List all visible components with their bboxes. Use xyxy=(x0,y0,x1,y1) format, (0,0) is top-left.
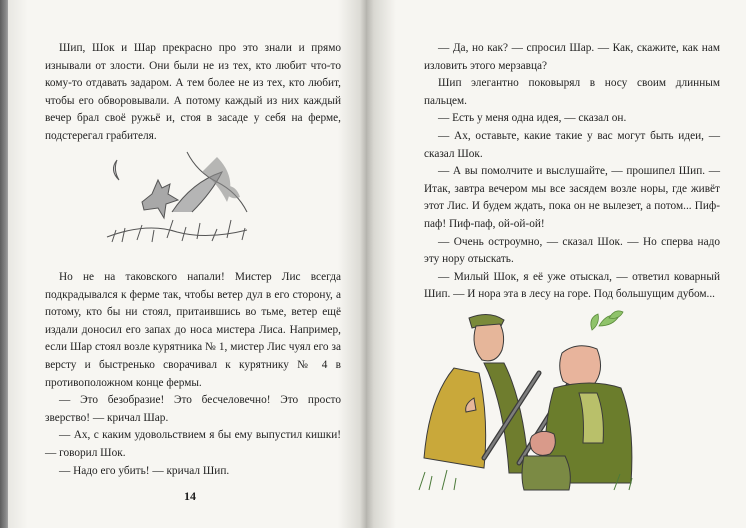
paragraph: Но не на таковского напали! Мистер Лис всегда подкрадывался к ферме так, чтобы ветер дул в его сторону, а потому, кто бы ни стоял, притаившись во тьме, ветер ещё издали доносил его запах до носа мистера Лиса. Например, если Шар стоял возле курятника № 1, мистер Лис чуял его за версту и быстренько сворачивал к курятнику № 4 в противоположном конце фермы. xyxy=(45,271,341,389)
dialogue-line: Шип элегантно поковырял в носу своим длинным пальцем. xyxy=(424,77,720,107)
dialogue-line: — Ах, оставьте, какие такие у вас могут быть идеи, — сказал Шок. xyxy=(424,129,720,160)
left-text-block-top xyxy=(45,40,341,146)
right-page xyxy=(366,0,746,528)
dialogue-line: — Милый Шок, я её уже отыскал, — ответил коварный Шип. — И нора эта в лесу на горе. Под большущим дубом... xyxy=(424,270,720,301)
left-text-block-bottom xyxy=(45,269,341,480)
paragraph: — Это безобразие! Это бесчеловечно! Это просто зверство! — кричал Шар. xyxy=(45,394,341,424)
page-number: 14 xyxy=(184,489,196,503)
paragraph: — Надо его убить! — кричал Шип. xyxy=(59,464,230,477)
fox-moon-illustration xyxy=(102,142,252,252)
dialogue-line: — А вы помолчите и выслушайте, — прошипел Шип. — Итак, завтра вечером мы все засядем возле норы, где живёт этот Лис. И будем ждать, пока он не вылезет, а потом... Пиф-паф! Пиф-паф, ой-ой-ой! xyxy=(424,165,720,230)
right-text-block xyxy=(424,40,720,304)
dialogue-line: — Очень остроумно, — сказал Шок. — Но сперва надо эту нору отыскать. xyxy=(424,235,720,266)
left-page xyxy=(8,0,366,528)
three-farmers-illustration xyxy=(414,308,644,493)
paragraph: Шип, Шок и Шар прекрасно про это знали и прямо изнывали от злости. Они были не из тех, кто любит что-то кому-то отдавать задаром. А тем более не из тех, кто любит, чтобы его обворовывали. А потому каждый из них каждый вечер брал своё ружьё и, стоя в засаде у себя на ферме, подстерегал грабителя. xyxy=(45,42,341,142)
dialogue-line: — Да, но как? — спросил Шар. — Как, скажите, как нам изловить этого мерзавца? xyxy=(424,42,720,72)
dialogue-line: — Есть у меня одна идея, — сказал он. xyxy=(438,112,627,125)
paragraph: — Ах, с каким удовольствием я бы ему выпустил кишки! — говорил Шок. xyxy=(45,429,341,459)
